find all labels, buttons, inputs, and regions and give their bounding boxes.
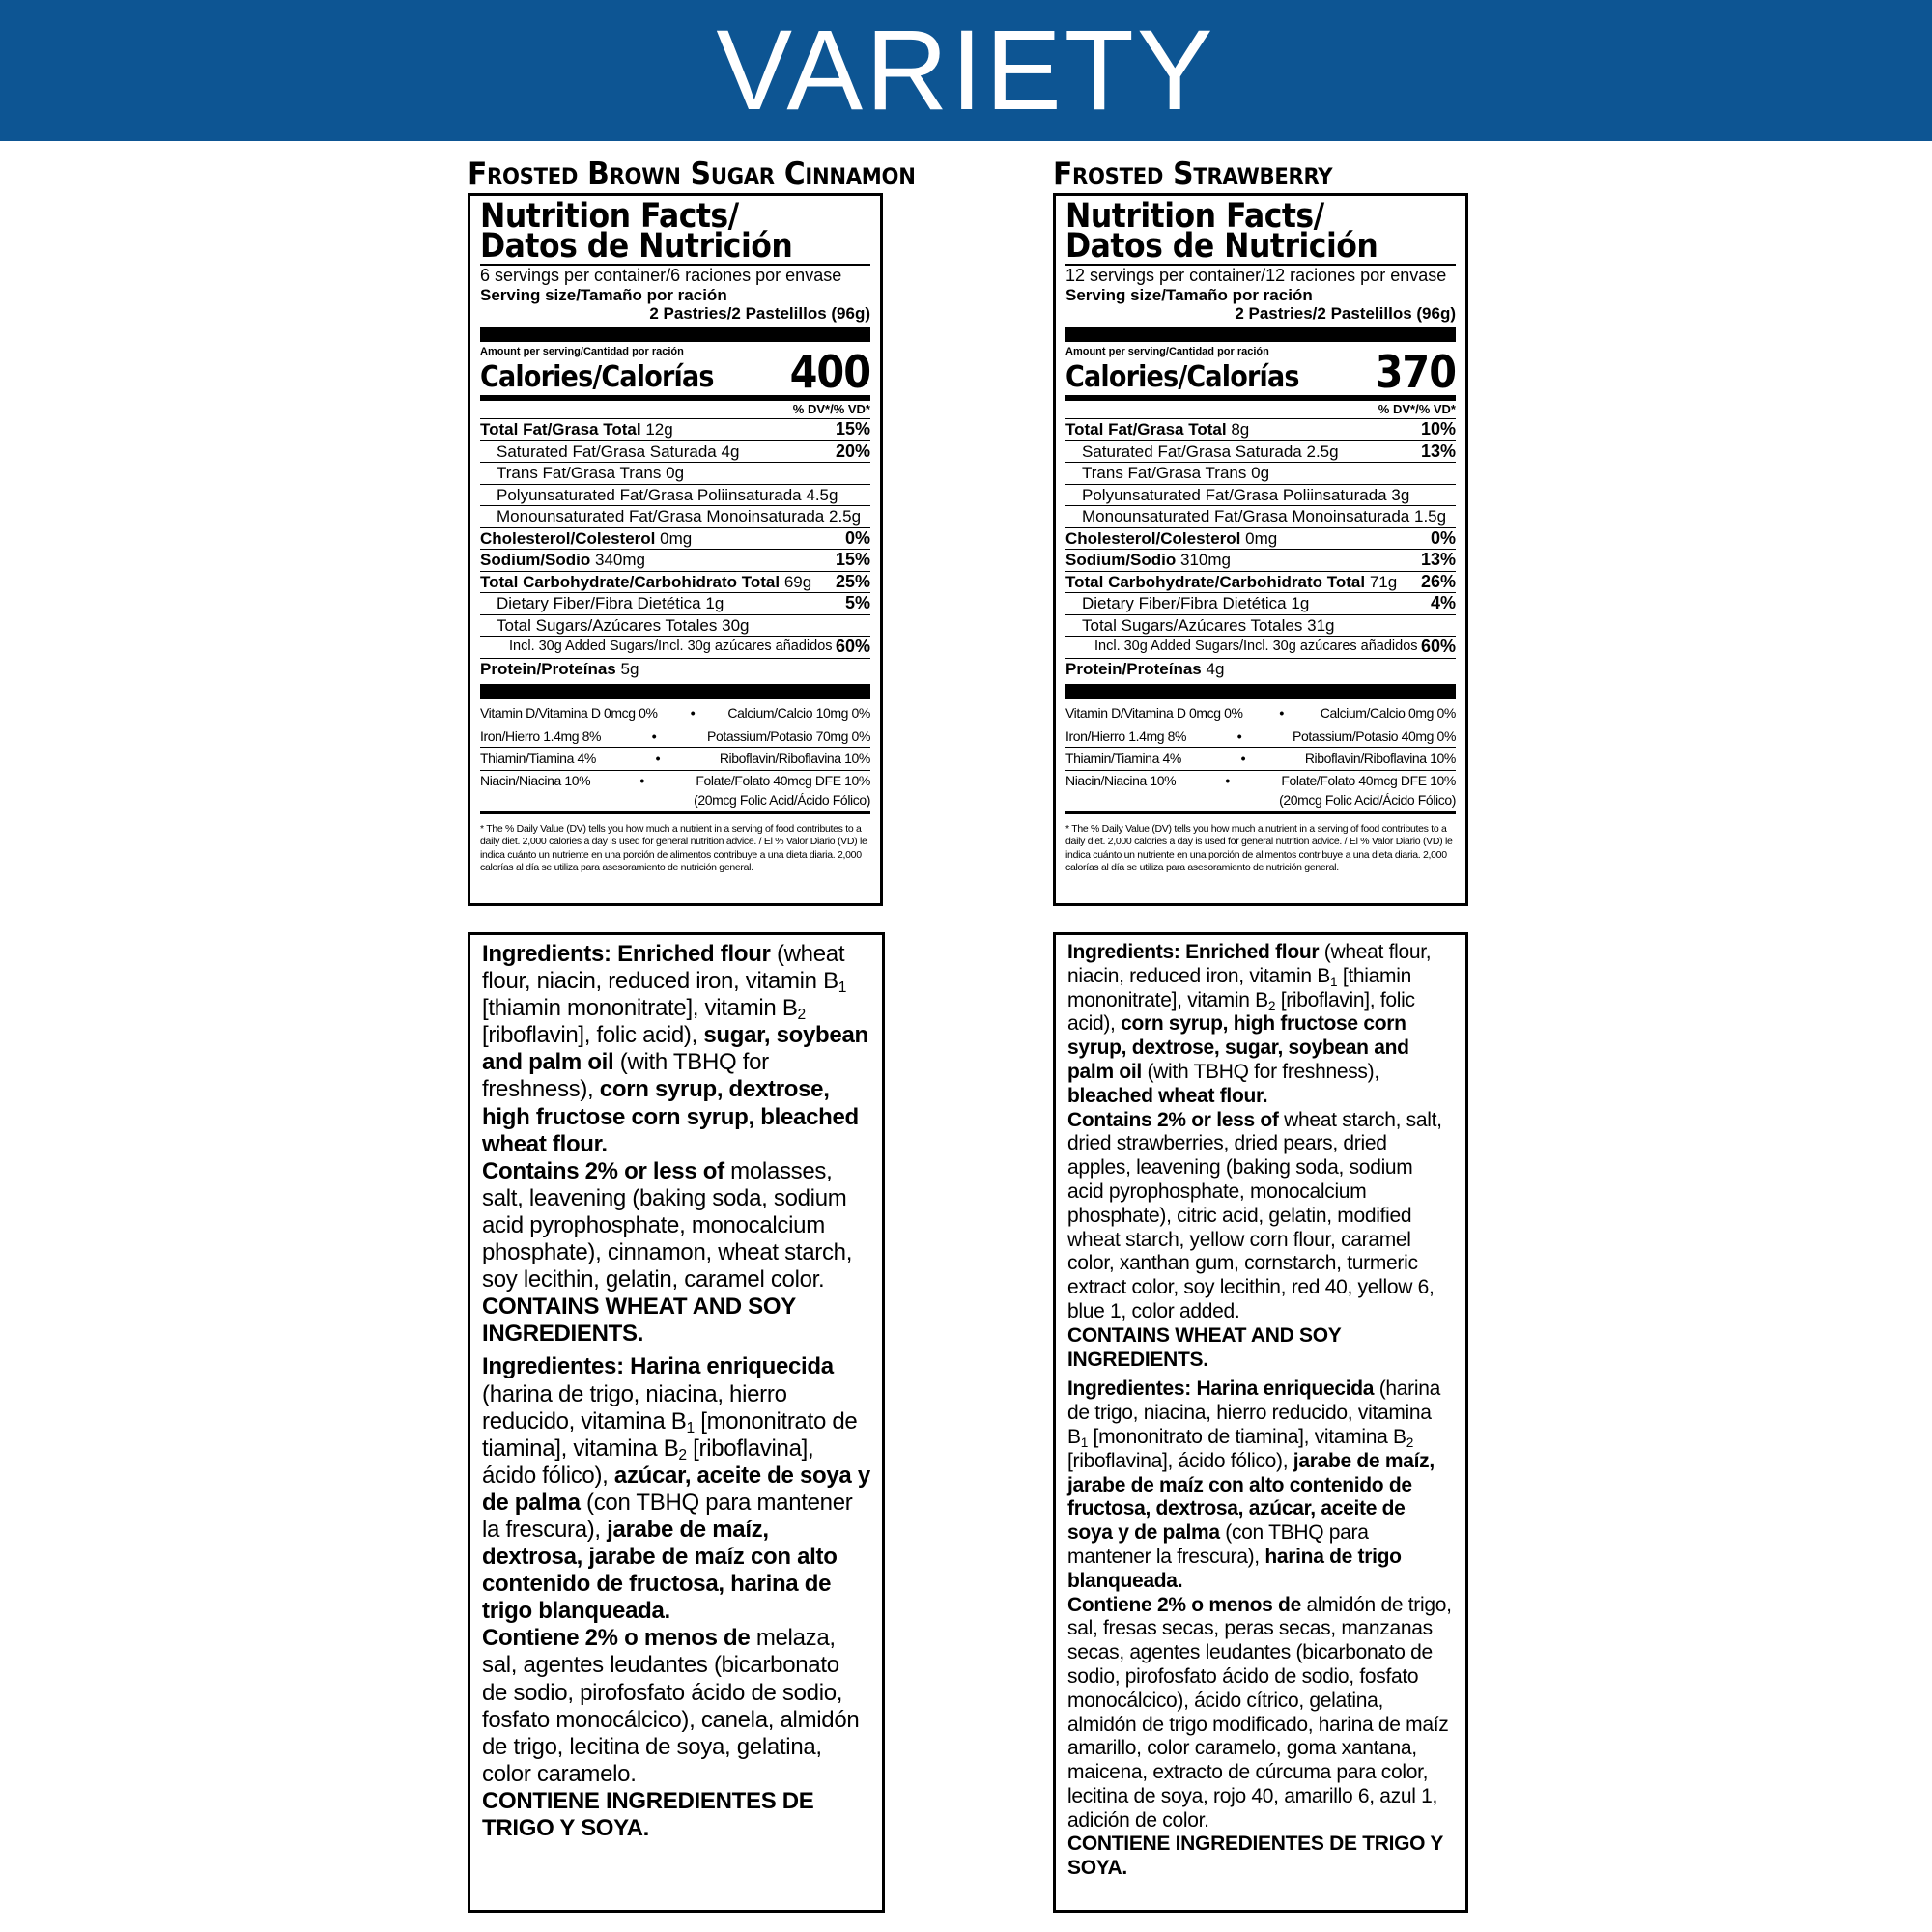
nutrient-row-sodium: Sodium/Sodio 340mg 15% [480, 550, 870, 572]
nutrient-row-carbohydrate: Total Carbohydrate/Carbohidrato Total 71g 26% [1065, 572, 1456, 594]
ingredients-panel [1053, 932, 1468, 1913]
vitamin-row: Iron/Hierro 1.4mg 8% • Potassium/Potasio 40mg 0% [1065, 725, 1456, 749]
allergen-en: CONTAINS WHEAT AND SOY INGREDIENTS. [482, 1293, 796, 1348]
product-column-strawberry [1053, 155, 1642, 1913]
ingredients-es: Ingredientes: Harina enriquecida (harina de trigo, niacina, hierro reducido, vitamina $B_1$ [mononitrato de tiamina], vitamina $B_2$ [riboflavina], ácido fólico), jarabe de maíz, jarabe de maíz con alto contenido de fructosa, dextrosa, azúcar, aceite de soya y de palma (con TBHQ para mantener la frescura), harina de trigo blanqueada. [1067, 1378, 1440, 1592]
allergen-es: CONTIENE INGREDIENTES DE TRIGO Y SOYA. [482, 1787, 814, 1841]
nf-title: Nutrition Facts/ Datos de Nutrición [1065, 202, 1456, 266]
nutrient-row-sat-fat: Saturated Fat/Grasa Saturada 4g 20% [480, 441, 870, 464]
nutrient-row-cholesterol: Cholesterol/Colesterol 0mg 0% [1065, 528, 1456, 551]
nutrition-facts-panel [468, 193, 883, 906]
vitamin-row: Vitamin D/Vitamina D 0mcg 0% • Calcium/Calcio 0mg 0% [1065, 702, 1456, 725]
serving-size-value: 2 Pastries/2 Pastelillos (96g) [1235, 304, 1456, 323]
nutrient-row-sugars: Total Sugars/Azúcares Totales 31g [1065, 615, 1456, 638]
nutrient-row-fiber: Dietary Fiber/Fibra Dietética 1g 4% [1065, 593, 1456, 615]
nutrient-row-mono-fat: Monounsaturated Fat/Grasa Monoinsaturada 2.5g [480, 506, 870, 528]
product-title: Frosted Strawberry [1053, 156, 1333, 191]
nutrition-facts-panel [1053, 193, 1468, 906]
nutrient-row-protein: Protein/Proteínas 5g [480, 659, 639, 678]
nutrient-row-sodium: Sodium/Sodio 310mg 13% [1065, 550, 1456, 572]
ingredients-es: Ingredientes: Harina enriquecida (harina de trigo, niacina, hierro reducido, vitamina $B_1$ [mononitrato de tiamina], vitamina $B_2$ [riboflavina], ácido fólico), azúcar, aceite de soya y de palma (con TBHQ para mantener la frescura), jarabe de maíz, dextrosa, jarabe de maíz con alto contenido de fructosa, harina de trigo blanqueada. [482, 1353, 870, 1625]
product-column-brown-sugar [468, 155, 1057, 1913]
calories-value: 400 [789, 346, 870, 398]
vitamin-row: Thiamin/Tiamina 4% • Riboflavin/Riboflavina 10% [480, 748, 870, 771]
vitamin-row: Vitamin D/Vitamina D 0mcg 0% • Calcium/Calcio 10mg 0% [480, 702, 870, 725]
dv-header: % DV*/% VD* [1065, 401, 1456, 419]
nutrient-row-sat-fat: Saturated Fat/Grasa Saturada 2.5g 13% [1065, 441, 1456, 464]
vitamin-row: Niacin/Niacina 10% • Folate/Folato 40mcg DFE 10% (20mcg Folic Acid/Ácido Fólico) [480, 771, 870, 814]
ingredients-es-contains: Contiene 2% o menos de almidón de trigo, sal, fresas secas, peras secas, manzanas secas, agentes leudantes (bicarbonato de sodio, pirofosfato ácido de sodio, fosfato monocálcico), ácido cítrico, gelatina, almidón de trigo modificado, harina de maíz amarillo, color caramelo, goma xantana, maicena, extracto de cúrcuma para color, lecitina de soya, rojo 40, amarillo 6, azul 1, adición de color. [1067, 1593, 1452, 1832]
nutrient-row-added-sugars: Incl. 30g Added Sugars/Incl. 30g azúcares añadidos 60% [480, 637, 870, 659]
servings-per-container: 12 servings per container/12 raciones por envase [1065, 266, 1447, 285]
calories-value: 370 [1375, 346, 1456, 398]
allergen-en: CONTAINS WHEAT AND SOY INGREDIENTS. [1067, 1323, 1342, 1371]
divider [480, 327, 870, 342]
vitamin-row: Thiamin/Tiamina 4% • Riboflavin/Riboflavina 10% [1065, 748, 1456, 771]
divider [1065, 684, 1456, 699]
serving-size-value: 2 Pastries/2 Pastelillos (96g) [649, 304, 870, 323]
nutrient-row-trans-fat: Trans Fat/Grasa Trans 0g [480, 463, 870, 485]
divider [480, 684, 870, 699]
ingredients-en: Ingredients: Enriched flour (wheat flour, niacin, reduced iron, vitamin $B_1$ [thiamin mononitrate], vitamin $B_2$ [riboflavin], folic acid), corn syrup, high fructose corn syrup, dextrose, sugar, soybean and palm oil (with TBHQ for freshness), bleached wheat flour. [1067, 941, 1432, 1107]
dv-header: % DV*/% VD* [480, 401, 870, 419]
nutrient-row-sugars: Total Sugars/Azúcares Totales 30g [480, 615, 870, 638]
ingredients-es-contains: Contiene 2% o menos de melaza, sal, agentes leudantes (bicarbonato de sodio, pirofosfato ácido de sodio, fosfato monocálcico), canela, almidón de trigo, lecitina de soya, gelatina, color caramelo. [482, 1625, 860, 1787]
nutrient-row-carbohydrate: Total Carbohydrate/Carbohidrato Total 69g 25% [480, 572, 870, 594]
nutrient-row-poly-fat: Polyunsaturated Fat/Grasa Poliinsaturada 3g [1065, 485, 1456, 507]
nutrient-row-total-fat: Total Fat/Grasa Total 12g 15% [480, 419, 870, 441]
nf-title: Nutrition Facts/ Datos de Nutrición [480, 202, 870, 266]
dv-footnote: * The % Daily Value (DV) tells you how much a nutrient in a serving of food contributes to a daily diet. 2,000 calories a day is used for general nutrition advice. / El % Valor Diario (VD) le indica cuánto un nutriente en una porción de alimentos contribuye a una dieta diaria. 2,000 calorías al día se utiliza para asesoramiento de nutrición general. [480, 822, 867, 873]
vitamin-row: Iron/Hierro 1.4mg 8% • Potassium/Potasio 70mg 0% [480, 725, 870, 749]
vitamin-row: Niacin/Niacina 10% • Folate/Folato 40mcg DFE 10% (20mcg Folic Acid/Ácido Fólico) [1065, 771, 1456, 814]
nutrient-row-total-fat: Total Fat/Grasa Total 8g 10% [1065, 419, 1456, 441]
nutrient-row-added-sugars: Incl. 30g Added Sugars/Incl. 30g azúcares añadidos 60% [1065, 637, 1456, 659]
nutrient-row-cholesterol: Cholesterol/Colesterol 0mg 0% [480, 528, 870, 551]
ingredients-en-contains: Contains 2% or less of wheat starch, salt, dried strawberries, dried pears, dried apples, leavening (baking soda, sodium acid pyrophosphate, monocalcium phosphate), citric acid, gelatin, modified wheat starch, yellow corn flour, caramel color, xanthan gum, cornstarch, turmeric extract color, soy lecithin, red 40, yellow 6, blue 1, color added. [1067, 1108, 1442, 1322]
servings-per-container: 6 servings per container/6 raciones por envase [480, 266, 842, 285]
ingredients-panel [468, 932, 885, 1913]
ingredients-en: Ingredients: Enriched flour (wheat flour, niacin, reduced iron, vitamin $B_1$ [thiamin mononitrate], vitamin $B_2$ [riboflavin], folic acid), sugar, soybean and palm oil (with TBHQ for freshness), corn syrup, dextrose, high fructose corn syrup, bleached wheat flour. [482, 941, 868, 1157]
product-title: Frosted Brown Sugar Cinnamon [468, 156, 916, 191]
divider [1065, 327, 1456, 342]
variety-banner [0, 0, 1932, 141]
banner-title: VARIETY [716, 7, 1216, 134]
serving-size-label: Serving size/Tamaño por ración [480, 286, 727, 304]
calories-label: Calories/Calorías [480, 360, 714, 394]
dv-footnote: * The % Daily Value (DV) tells you how much a nutrient in a serving of food contributes to a daily diet. 2,000 calories a day is used for general nutrition advice. / El % Valor Diario (VD) le indica cuánto un nutriente en una porción de alimentos contribuye a una dieta diaria. 2,000 calorías al día se utiliza para asesoramiento de nutrición general. [1065, 822, 1453, 873]
nutrient-row-poly-fat: Polyunsaturated Fat/Grasa Poliinsaturada 4.5g [480, 485, 870, 507]
nutrient-row-protein: Protein/Proteínas 4g [1065, 659, 1225, 678]
ingredients-en-contains: Contains 2% or less of molasses, salt, leavening (baking soda, sodium acid pyrophosphate, monocalcium phosphate), cinnamon, wheat starch, soy lecithin, gelatin, caramel color. [482, 1157, 853, 1293]
serving-size-label: Serving size/Tamaño por ración [1065, 286, 1313, 304]
amount-per-serving: Amount per serving/Cantidad por ración [480, 346, 684, 357]
allergen-es: CONTIENE INGREDIENTES DE TRIGO Y SOYA. [1067, 1833, 1443, 1880]
nutrient-row-fiber: Dietary Fiber/Fibra Dietética 1g 5% [480, 593, 870, 615]
amount-per-serving: Amount per serving/Cantidad por ración [1065, 346, 1269, 357]
nutrient-row-trans-fat: Trans Fat/Grasa Trans 0g [1065, 463, 1456, 485]
calories-label: Calories/Calorías [1065, 360, 1299, 394]
nutrient-row-mono-fat: Monounsaturated Fat/Grasa Monoinsaturada 1.5g [1065, 506, 1456, 528]
